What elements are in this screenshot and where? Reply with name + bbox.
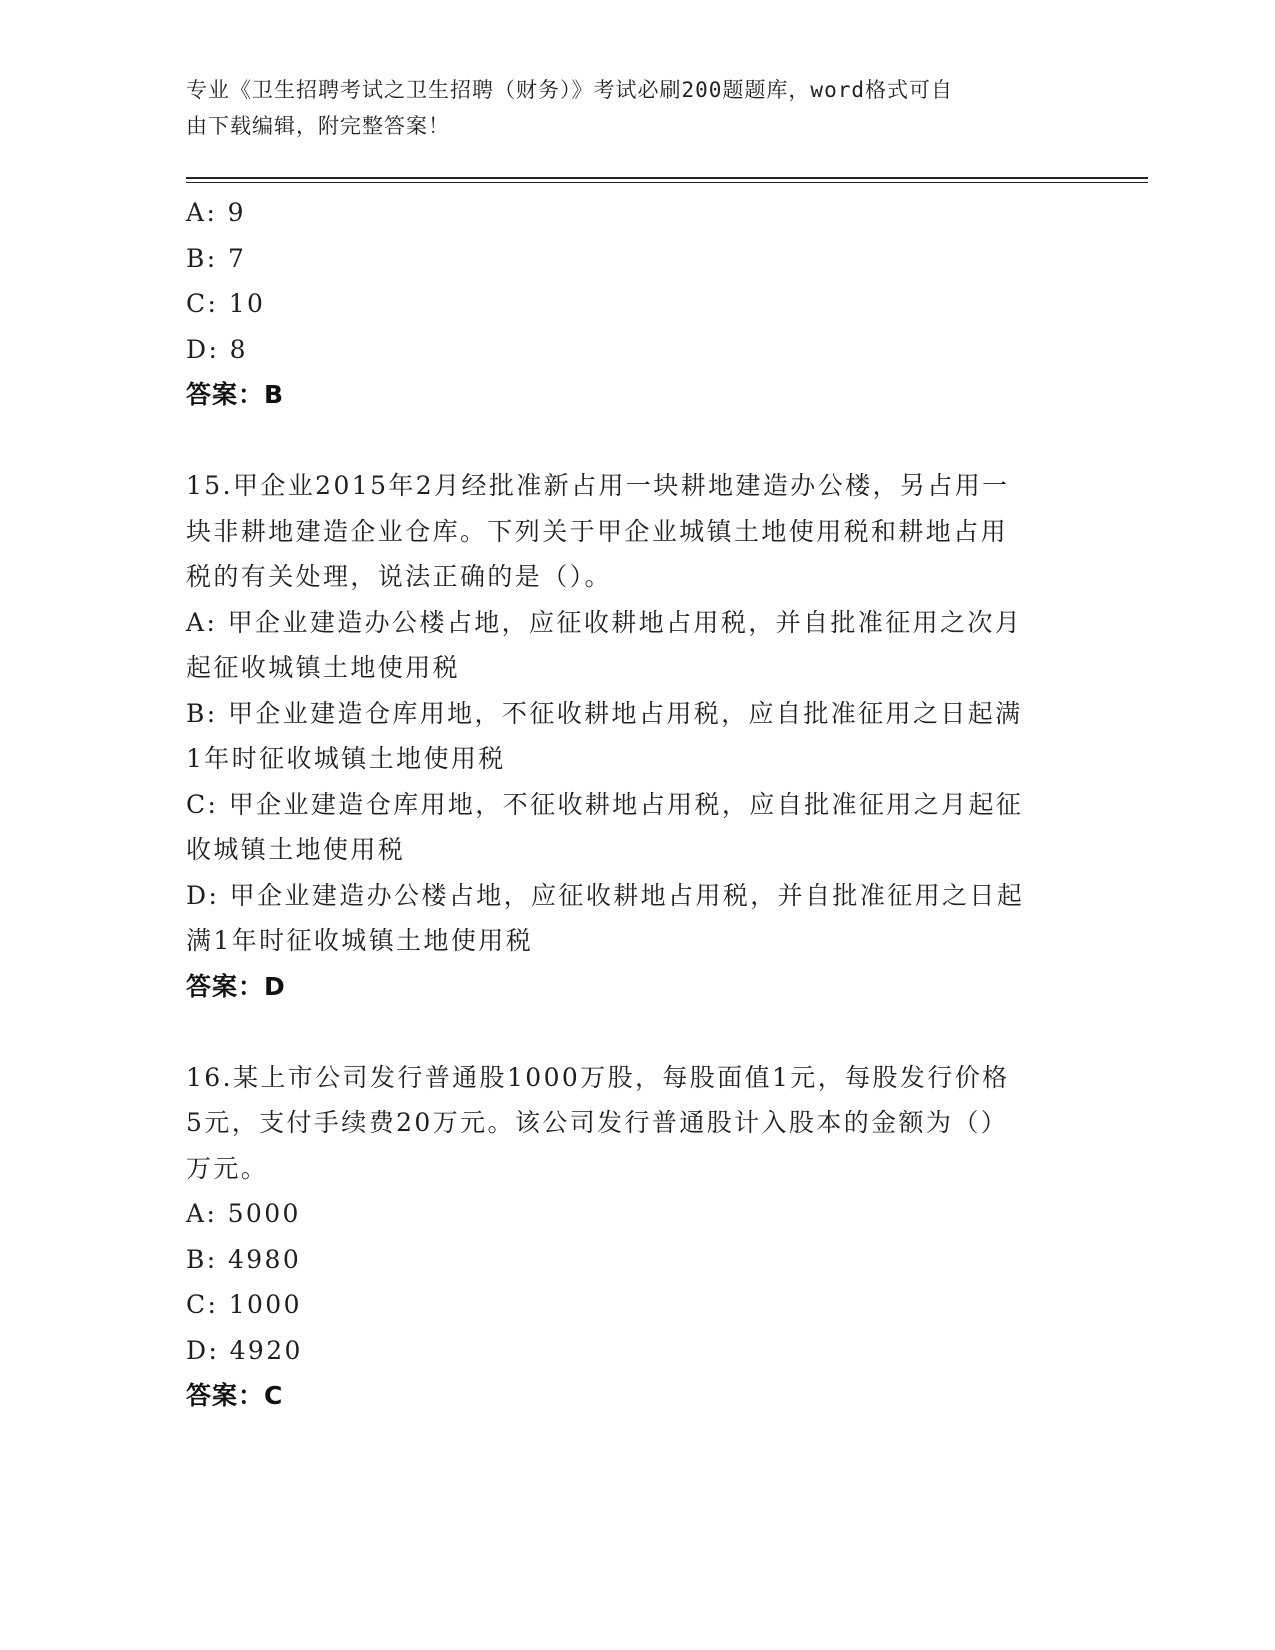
q14-option-b: B: 7 (186, 243, 247, 273)
q15-option-b-line-1: B: 甲企业建造仓库用地，不征收耕地占用税，应自批准征用之日起满 (186, 698, 1023, 728)
q14-option-c: C: 10 (186, 289, 266, 318)
header-line-1: 专业《卫生招聘考试之卫生招聘（财务）》考试必刷200题题库，word格式可自 (186, 78, 953, 102)
q15-answer: 答案：D (186, 971, 286, 1001)
q15-stem-line-2: 块非耕地建造企业仓库。下列关于甲企业城镇土地使用税和耕地占用 (186, 516, 1009, 546)
q16-stem-line-2: 5元，支付手续费20万元。该公司发行普通股计入股本的金额为（） (186, 1108, 1009, 1137)
question-14-block (186, 190, 1076, 418)
q15-option-a-line-2: 起征收城镇土地使用税 (186, 653, 461, 682)
question-content (186, 190, 1076, 1419)
q15-option-b-line-2: 1年时征收城镇土地使用税 (186, 744, 506, 773)
header-divider-thin (186, 182, 1148, 183)
q15-option-c-line-2: 收城镇土地使用税 (186, 835, 406, 864)
header-line-2: 由下载编辑，附完整答案！ (186, 114, 450, 138)
q15-stem-line-3: 税的有关处理，说法正确的是（）。 (186, 562, 612, 591)
q15-option-d-line-1: D: 甲企业建造办公楼占地，应征收耕地占用税，并自批准征用之日起 (186, 880, 1025, 910)
q16-answer: 答案：C (186, 1381, 284, 1410)
q16-stem-line-3: 万元。 (186, 1153, 269, 1183)
q16-option-a: A: 5000 (186, 1199, 301, 1228)
question-15-block (186, 463, 1076, 1009)
q14-answer: 答案：B (186, 380, 285, 409)
q16-option-d: D: 4920 (186, 1335, 303, 1365)
spacer (186, 418, 1076, 464)
q16-option-b: B: 4980 (186, 1244, 302, 1274)
header-divider-thick (186, 177, 1148, 179)
q14-option-a: A: 9 (186, 198, 246, 227)
page-header (186, 72, 1066, 144)
spacer (186, 1009, 1076, 1055)
q15-option-a-line-1: A: 甲企业建造办公楼占地，应征收耕地占用税，并自批准征用之次月 (186, 607, 1023, 637)
q16-stem-line-1: 16.某上市公司发行普通股1000万股，每股面值1元，每股发行价格 (186, 1062, 1010, 1092)
q15-option-d-line-2: 满1年时征收城镇土地使用税 (186, 926, 534, 955)
q15-option-c-line-1: C: 甲企业建造仓库用地，不征收耕地占用税，应自批准征用之月起征 (186, 789, 1024, 819)
q14-option-d: D: 8 (186, 334, 248, 364)
q16-option-c: C: 1000 (186, 1290, 302, 1319)
q15-stem-line-1: 15.甲企业2015年2月经批准新占用一块耕地建造办公楼，另占用一 (186, 471, 1010, 500)
question-16-block (186, 1055, 1076, 1419)
